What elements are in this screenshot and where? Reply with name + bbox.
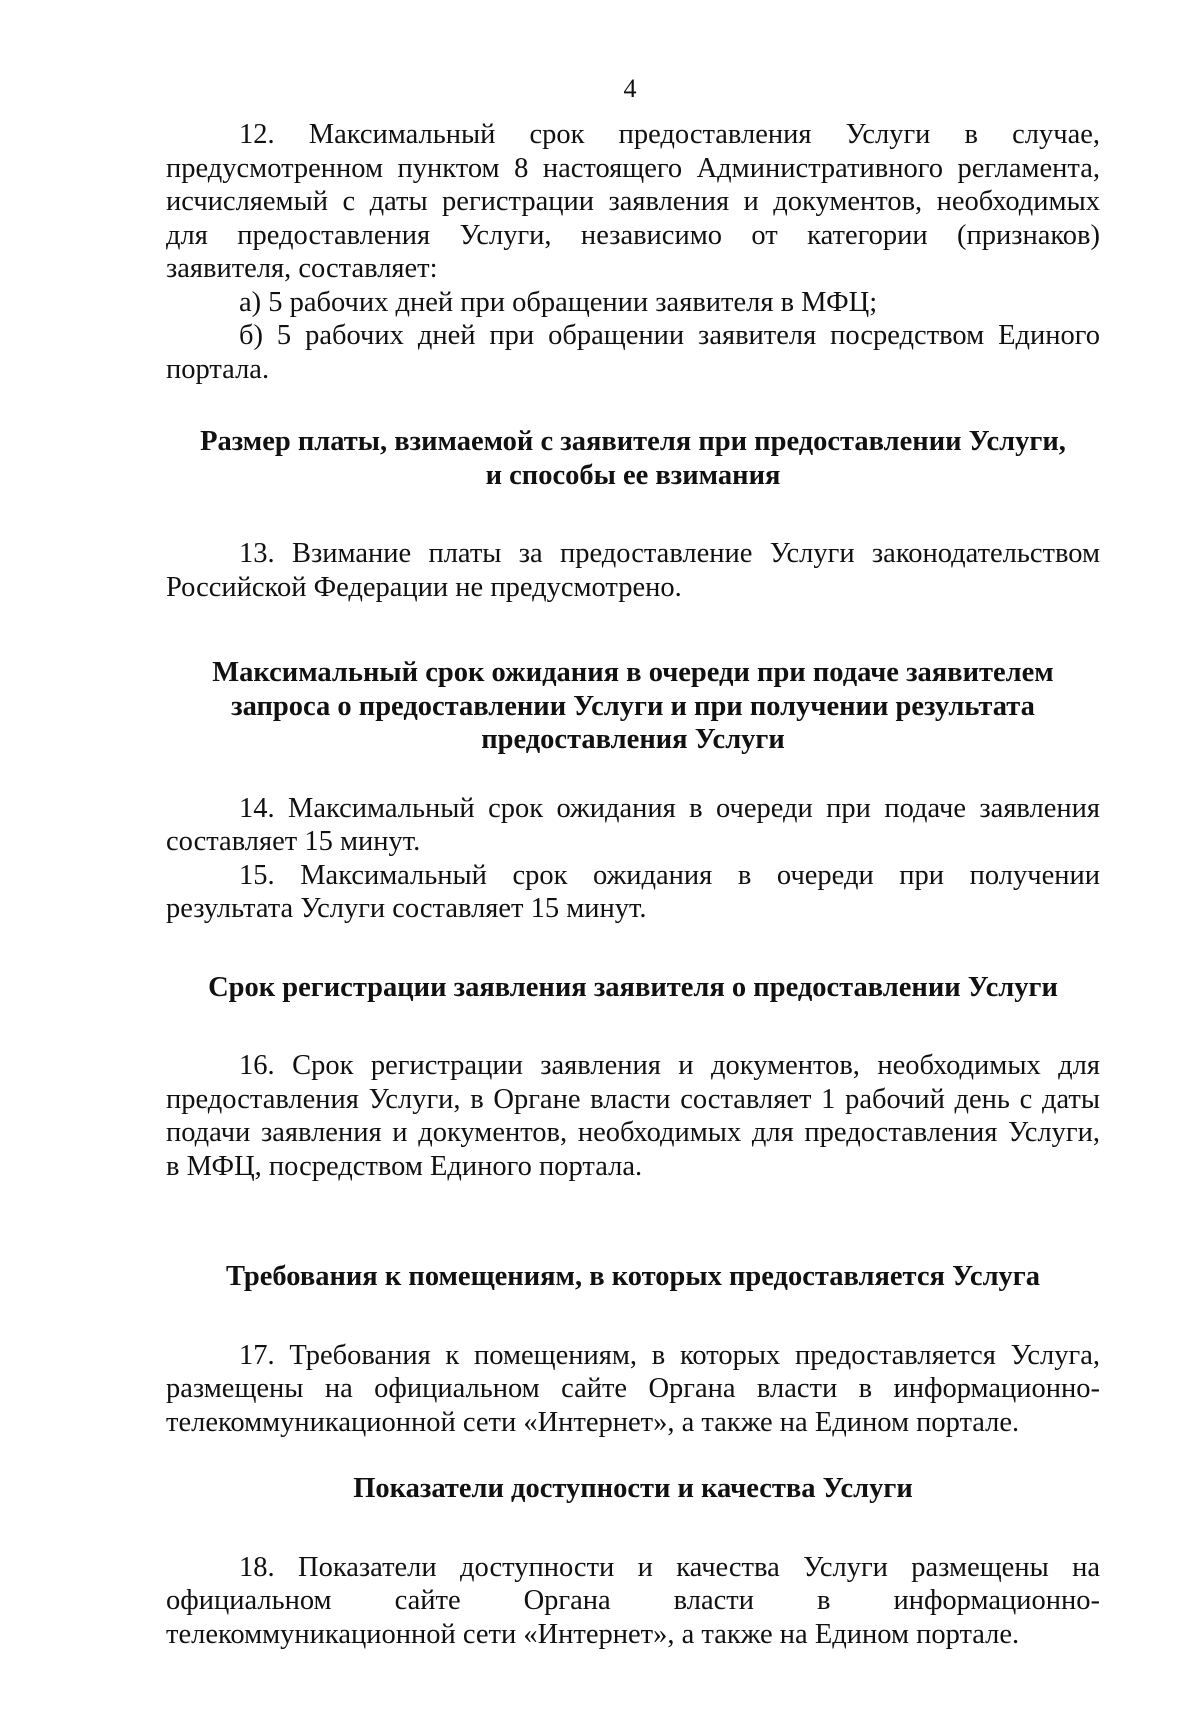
paragraph-16 [166, 1049, 1100, 1183]
paragraph-line: составляет 15 минут. [166, 826, 421, 857]
heading-line: предоставления Услуги [481, 724, 785, 755]
section-heading-fee [166, 425, 1100, 492]
paragraph-line: 13. Взимание платы за предоставление Услуги законодательством [239, 538, 1100, 569]
paragraph-12a: а) 5 рабочих дней при обращении заявителя в МФЦ; [239, 286, 878, 318]
heading-line: и способы ее взимания [485, 459, 781, 491]
heading-line: Размер платы, взимаемой с заявителя при предоставлении Услуги, [200, 426, 1066, 457]
paragraph-line: официальном сайте Органа власти в информационно- [166, 1585, 1100, 1616]
paragraph-line: для предоставления Услуги, независимо от категории (признаков) [166, 219, 1100, 251]
paragraph-line: телекоммуникационной сети «Интернет», а также на Едином портале. [166, 1618, 1020, 1650]
paragraph-line: предоставления Услуги, в Органе власти составляет 1 рабочий день с даты [166, 1083, 1100, 1115]
paragraph-line: 17. Требования к помещениям, в которых предоставляется Услуга, [239, 1339, 1100, 1371]
paragraph-line: подачи заявления и документов, необходимых для предоставления Услуги, [166, 1117, 1100, 1148]
paragraph-line: в МФЦ, посредством Единого портала. [166, 1150, 643, 1182]
paragraph-line: 18. Показатели доступности и качества Услуги размещены на [239, 1551, 1100, 1583]
section-heading-queue [166, 656, 1100, 757]
paragraph-line: 14. Максимальный срок ожидания в очереди при подаче заявления [239, 792, 1100, 824]
page-number: 4 [623, 74, 637, 103]
heading-line: запроса о предоставлении Услуги и при получении результата [231, 690, 1035, 722]
paragraph-14 [166, 792, 1100, 859]
paragraph-line: б) 5 рабочих дней при обращении заявителя посредством Единого [239, 320, 1100, 351]
section-heading-premises: Требования к помещениям, в которых предоставляется Услуга [225, 1261, 1041, 1292]
paragraph-line: телекоммуникационной сети «Интернет», а также на Едином портале. [166, 1406, 1020, 1438]
paragraph-18 [166, 1551, 1100, 1652]
document-body [166, 118, 1100, 1651]
paragraph-13 [166, 537, 1100, 604]
paragraph-line: заявителя, составляет: [166, 253, 438, 284]
paragraph-17 [166, 1339, 1100, 1440]
paragraph-line: исчисляемый с даты регистрации заявления и документов, необходимых [166, 186, 1100, 217]
paragraph-line: портала. [166, 353, 270, 385]
paragraph-12 [166, 118, 1100, 286]
paragraph-line: 12. Максимальный срок предоставления Услуги в случае, [239, 119, 1100, 150]
paragraph-line: размещены на официальном сайте Органа власти в информационно- [166, 1373, 1100, 1404]
paragraph-line: результата Услуги составляет 15 минут. [166, 893, 647, 924]
section-heading-quality: Показатели доступности и качества Услуги [353, 1473, 913, 1504]
heading-line: Максимальный срок ожидания в очереди при подаче заявителем [212, 657, 1054, 688]
paragraph-12b [166, 319, 1100, 386]
paragraph-line: предусмотренном пунктом 8 настоящего Административного регламента, [166, 152, 1100, 184]
paragraph-line: Российской Федерации не предусмотрено. [166, 571, 682, 603]
section-heading-registration: Срок регистрации заявления заявителя о предоставлении Услуги [208, 971, 1058, 1003]
paragraph-line: 16. Срок регистрации заявления и документов, необходимых для [239, 1050, 1100, 1081]
paragraph-line: 15. Максимальный срок ожидания в очереди при получении [239, 859, 1100, 891]
paragraph-15 [166, 859, 1100, 926]
